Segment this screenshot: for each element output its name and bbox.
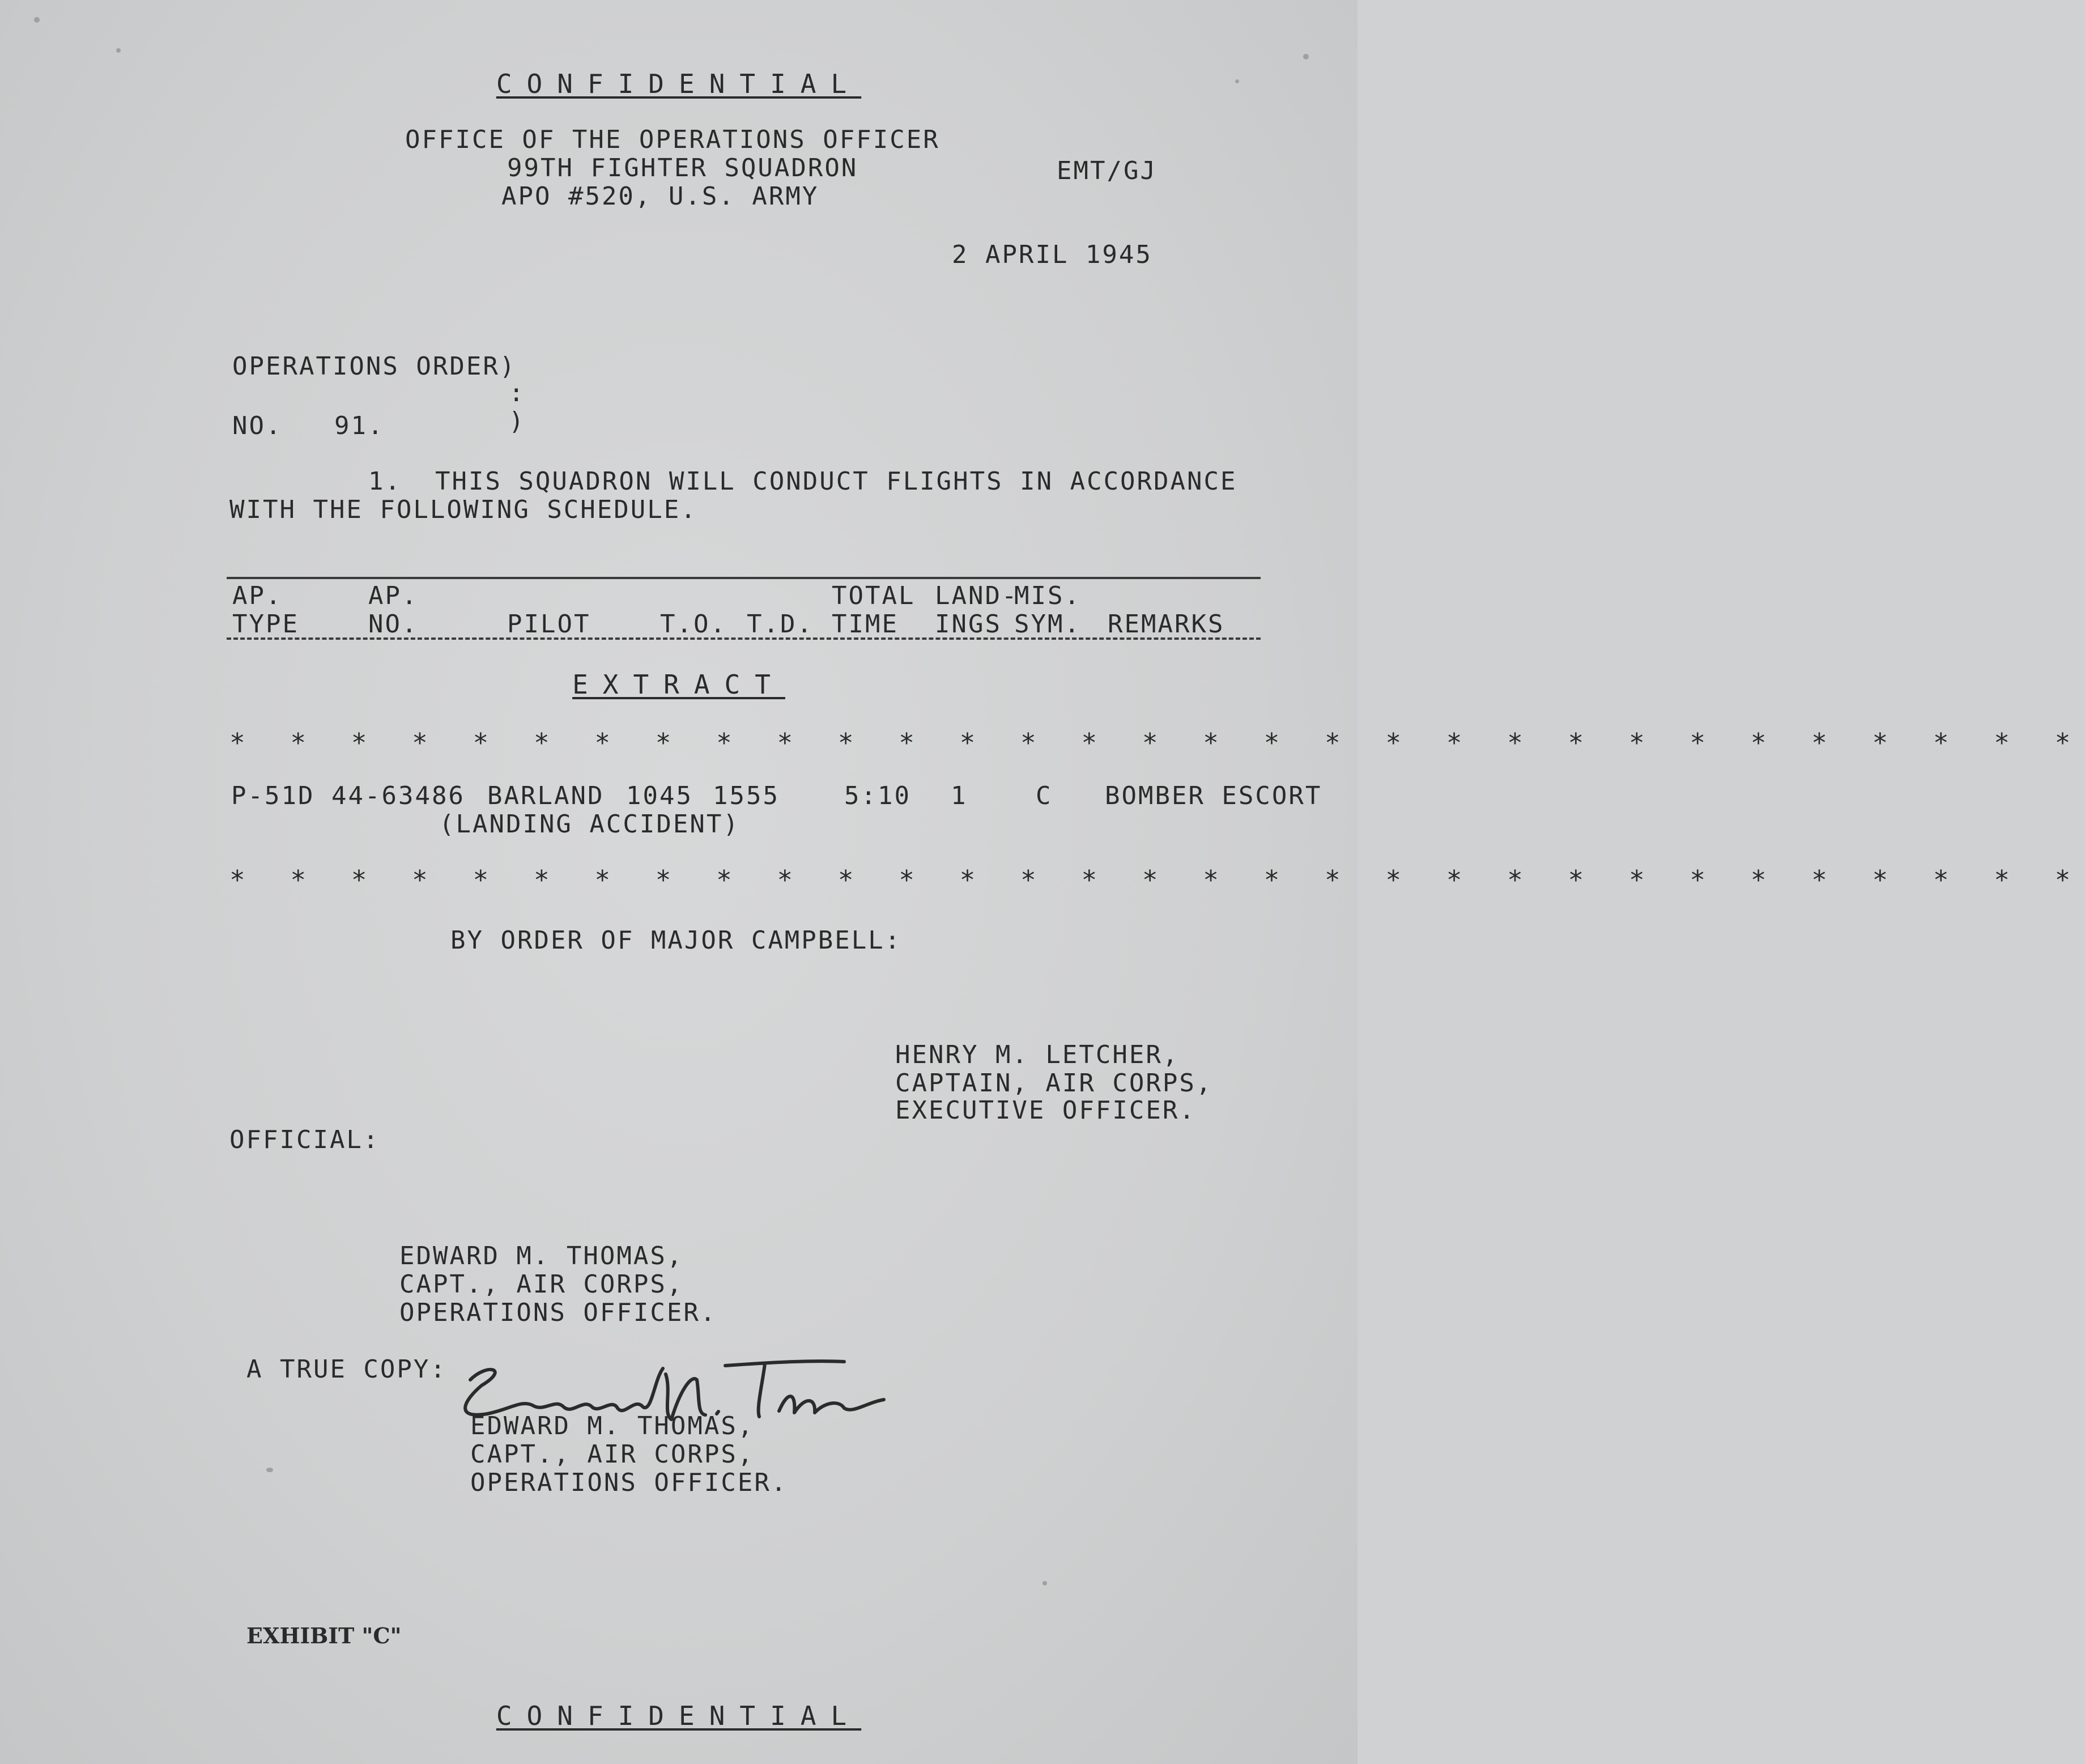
order-colon: : (509, 379, 526, 407)
header-mis: MIS. (1014, 581, 1081, 610)
official-name: EDWARD M. THOMAS, (399, 1242, 684, 1270)
header-to: T.O. (660, 610, 727, 639)
header-ings: INGS (935, 610, 1002, 639)
order-no-label: NO. (232, 411, 283, 440)
row-sym: C (1036, 781, 1053, 810)
true-copy-title: OPERATIONS OFFICER. (470, 1468, 788, 1497)
order-number: 91. (334, 411, 385, 440)
header-pilot: PILOT (507, 610, 591, 639)
true-copy-rank: CAPT., AIR CORPS, (470, 1440, 755, 1469)
star-divider-bottom: * * * * * * * * * * * * * * * * * * * * * * * * * * * * * * * (229, 865, 2085, 895)
exhibit-label: EXHIBIT "C" (246, 1623, 402, 1648)
official-rank: CAPT., AIR CORPS, (399, 1270, 684, 1299)
operations-order-label: OPERATIONS ORDER) (232, 352, 517, 381)
unit-line: 99TH FIGHTER SQUADRON (507, 154, 858, 182)
row-landings: 1 (951, 781, 968, 810)
official-label: OFFICIAL: (229, 1125, 380, 1154)
initials: EMT/GJ (1057, 156, 1157, 185)
header-no: NO. (368, 610, 419, 639)
row-time: 5:10 (844, 781, 911, 810)
header-td: T.D. (747, 610, 814, 639)
paper-speck (1042, 1581, 1047, 1586)
classification-top: CONFIDENTIAL (496, 69, 862, 99)
order-paren: ) (509, 407, 526, 436)
table-header-rule (227, 637, 1261, 640)
paragraph-1: 1. THIS SQUADRON WILL CONDUCT FLIGHTS IN ACCORDANCE (368, 467, 1237, 496)
row-type: P-51D (231, 781, 315, 810)
paper-speck (1303, 54, 1309, 59)
row-pilot: BARLAND (487, 781, 605, 810)
office-line: OFFICE OF THE OPERATIONS OFFICER (405, 125, 940, 154)
true-copy-name: EDWARD M. THOMAS, (470, 1412, 755, 1440)
paper-speck (266, 1468, 273, 1472)
signer-name: HENRY M. LETCHER, (895, 1040, 1180, 1069)
star-divider-top: * * * * * * * * * * * * * * * * * * * * * * * * * * * * * * * (229, 728, 2085, 758)
official-title: OPERATIONS OFFICER. (399, 1298, 717, 1327)
classification-bottom: CONFIDENTIAL (496, 1701, 862, 1731)
row-no: 44-63486 (331, 781, 465, 810)
paragraph-1-cont: WITH THE FOLLOWING SCHEDULE. (229, 495, 697, 524)
header-sym: SYM. (1014, 610, 1081, 639)
row-td: 1555 (713, 781, 780, 810)
header-land: LAND- (935, 581, 1019, 610)
header-type: TYPE (232, 610, 299, 639)
authority-line: BY ORDER OF MAJOR CAMPBELL: (450, 926, 902, 955)
header-total: TOTAL (832, 581, 916, 610)
header-ap-no-1: AP. (368, 581, 419, 610)
header-remarks: REMARKS (1108, 610, 1225, 639)
extract-label: EXTRACT (572, 669, 785, 700)
signer-title: EXECUTIVE OFFICER. (895, 1096, 1196, 1125)
paper-speck (34, 17, 40, 23)
header-ap-type-1: AP. (232, 581, 283, 610)
row-note: (LANDING ACCIDENT) (439, 810, 740, 839)
paper-speck (116, 48, 121, 53)
signer-rank: CAPTAIN, AIR CORPS, (895, 1069, 1213, 1098)
true-copy-label: A TRUE COPY: (246, 1355, 447, 1384)
row-to: 1045 (626, 781, 693, 810)
paper-speck (1235, 79, 1239, 83)
date: 2 APRIL 1945 (952, 240, 1152, 269)
apo-line: APO #520, U.S. ARMY (501, 182, 819, 211)
header-time: TIME (832, 610, 899, 639)
row-remarks: BOMBER ESCORT (1105, 781, 1322, 810)
table-top-rule (227, 577, 1261, 579)
